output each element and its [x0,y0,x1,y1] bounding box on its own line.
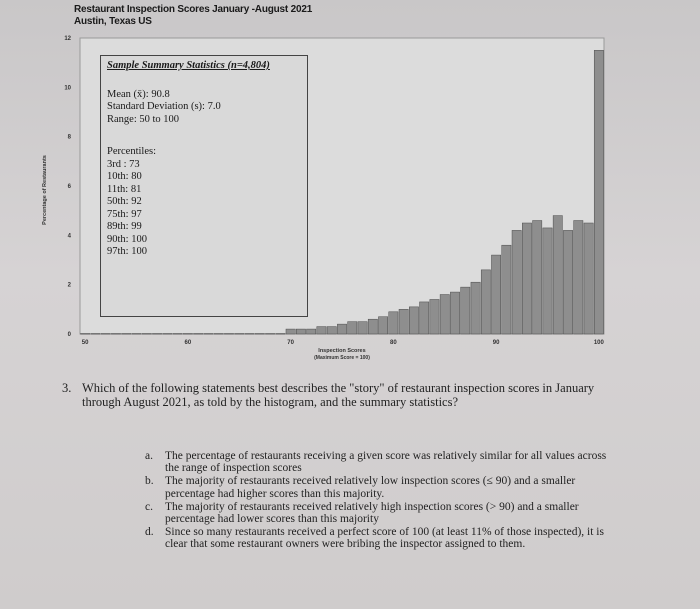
y-axis [64,36,71,338]
stats-title: Sample Summary Statistics (n=4,804) [107,60,270,71]
bar-score-54 [122,334,131,335]
bar-score-79 [378,317,387,334]
option-b-text: The majority of restaurants received relatively low inspection scores (≤ 90) and a smaller percentage had higher scores than this majority. [165,475,576,500]
bar-score-82 [409,307,418,334]
bar-score-92 [512,230,521,334]
bar-score-83 [420,302,429,334]
bar-score-99 [584,223,593,334]
x-axis [82,340,605,346]
option-c[interactable] [145,501,615,525]
percentiles-label: Percentiles: [107,146,156,157]
summary-statistics-box [100,55,308,317]
bar-score-53 [111,334,120,335]
bar-score-72 [307,329,316,334]
bar-score-71 [296,329,305,334]
bar-score-77 [358,322,367,334]
y-tick-label-12: 12 [64,36,71,42]
y-tick-label-2: 2 [67,282,71,289]
bar-score-97 [563,230,572,334]
x-tick-label-90: 90 [492,340,500,346]
option-d-letter: d. [145,526,154,539]
y-tick-label-4: 4 [67,233,71,240]
x-axis-sublabel: (Maximum Score = 100) [314,355,370,361]
bar-score-52 [101,334,110,335]
bar-score-95 [543,228,552,334]
x-tick-label-80: 80 [390,340,397,346]
percentiles-block [107,146,301,259]
question-block [62,381,622,409]
bar-score-91 [502,245,511,334]
option-b-letter: b. [145,475,154,488]
chart-title-main: Restaurant Inspection Scores January -August 2021 [74,4,313,15]
bar-score-89 [481,270,490,334]
answer-options [145,450,615,552]
y-tick-label-10: 10 [64,85,71,92]
option-a-text: The percentage of restaurants receiving a given score was relatively similar for all values across the range of inspection scores [165,450,607,475]
stat-mean: Mean (x̄): 90.8 [107,88,170,100]
bar-score-74 [327,327,336,334]
bar-score-59 [173,334,182,335]
bar-score-75 [337,324,346,334]
chart-subtitle: Austin, Texas US [74,16,152,27]
bar-score-80 [389,312,398,334]
bar-score-76 [348,322,357,334]
bar-score-56 [142,334,151,335]
bar-score-87 [461,287,470,334]
x-tick-label-50: 50 [81,340,89,346]
bar-score-60 [183,334,192,335]
y-axis-label: Percentage of Restaurants [42,155,48,225]
stat-range: Range: 50 to 100 [107,113,180,125]
bar-score-50 [81,334,90,335]
option-d[interactable] [145,526,615,550]
percentile-89th: 89th: 99 [107,221,142,232]
x-tick-label-60: 60 [184,340,192,346]
bar-score-100 [594,50,603,334]
bar-score-66 [245,334,254,335]
bar-score-78 [368,319,377,334]
option-a[interactable] [145,450,615,474]
bar-score-81 [399,309,408,334]
percentile-75th: 75th: 97 [107,208,142,220]
option-b[interactable] [145,475,615,499]
bar-score-85 [440,295,449,334]
bar-score-86 [450,292,459,334]
option-d-text: Since so many restaurants received a perfect score of 100 (at least 11% of those inspected), it is clear that some restaurant owners were bribing the inspector assigned to them. [165,526,604,551]
bar-score-65 [235,334,244,335]
bar-score-84 [430,299,439,334]
percentile-3rd: 3rd : 73 [107,158,140,170]
bar-score-73 [317,327,326,334]
bar-score-88 [471,282,480,334]
bar-score-63 [214,334,223,335]
x-tick-label-100: 100 [593,340,604,346]
bar-score-96 [553,216,562,334]
question-number: 3. [62,381,72,395]
percentile-10th: 10th: 80 [107,171,142,182]
bar-score-98 [574,221,583,334]
x-axis-label: Inspection Scores [318,348,366,354]
bar-score-69 [276,334,285,335]
option-c-letter: c. [145,500,153,513]
bar-score-58 [163,334,172,335]
percentile-90th: 90th: 100 [107,233,147,245]
bar-score-70 [286,329,295,334]
bar-score-64 [224,334,233,335]
y-tick-label-8: 8 [67,134,71,141]
bar-score-51 [91,334,100,335]
percentile-50th: 50th: 92 [107,196,142,207]
x-tick-label-70: 70 [287,340,294,346]
y-tick-label-0: 0 [67,332,71,338]
bar-score-93 [522,223,531,334]
bar-score-90 [491,255,500,334]
percentile-11th: 11th: 81 [107,183,142,195]
bar-score-67 [255,334,264,335]
bar-score-61 [194,334,203,335]
percentile-97th: 97th: 100 [107,246,147,257]
bar-score-57 [152,334,161,335]
y-tick-label-6: 6 [67,184,71,190]
bar-score-62 [204,334,213,335]
bar-score-94 [533,221,542,334]
option-a-letter: a. [145,450,153,462]
bar-score-55 [132,334,141,335]
bar-score-68 [265,334,274,335]
option-c-text: The majority of restaurants received relatively high inspection scores (> 90) and a smaller percentage had lower scores than this majority [165,500,579,526]
stat-std-dev: Standard Deviation (s): 7.0 [107,101,221,112]
question-text: Which of the following statements best describes the "story" of restaurant inspection scores in January through August 2021, as told by the histogram, and the summary statistics? [82,381,595,409]
